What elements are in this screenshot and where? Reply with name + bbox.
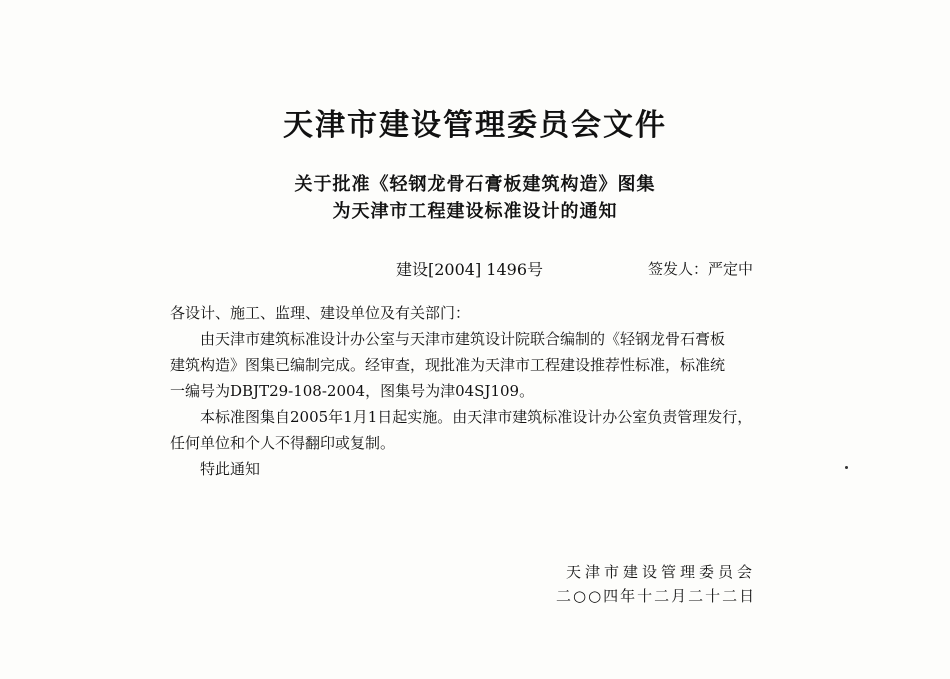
signature-date: 二○○四年十二月二十二日 xyxy=(556,587,757,605)
paragraph-1-line-2: 建筑构造》图集已编制完成。经审查，现批准为天津市工程建设推荐性标准，标准统 xyxy=(170,356,726,374)
paragraph-2-line-1: 本标准图集自2005年1月1日起实施。由天津市建筑标准设计办公室负责管理发行， xyxy=(200,408,753,426)
subject-line-1: 关于批准《轻钢龙骨石膏板建筑构造》图集 xyxy=(294,174,656,195)
document-title: 天津市建设管理委员会文件 xyxy=(283,108,667,143)
addressee-line: 各设计、施工、监理、建设单位及有关部门： xyxy=(170,304,471,322)
paragraph-2-line-2: 任何单位和个人不得翻印或复制。 xyxy=(170,434,396,452)
signature-organization: 天津市建设管理委员会 xyxy=(566,563,757,581)
subject-line-2: 为天津市工程建设标准设计的通知 xyxy=(332,201,618,222)
paragraph-1-line-1: 由天津市建筑标准设计办公室与天津市建筑设计院联合编制的《轻钢龙骨石膏板 xyxy=(200,330,726,348)
closing-line: 特此通知 xyxy=(200,460,261,478)
paragraph-1-line-3: 一编号为DBJT29-108-2004，图集号为津04SJ109。 xyxy=(170,382,535,400)
document-number: 建设[2004] 1496号 xyxy=(396,260,544,279)
scan-speck xyxy=(845,466,848,469)
issuer-signer: 签发人：严定中 xyxy=(648,260,754,278)
